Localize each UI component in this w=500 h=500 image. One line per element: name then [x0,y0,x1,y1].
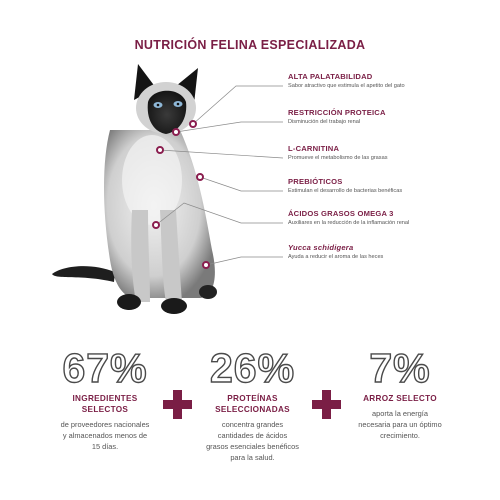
stat-label-line: ARROZ SELECTO [363,394,437,403]
stat-desc-line: necesaria para un óptimo [358,420,442,429]
feature-title: L-CARNITINA [288,144,340,153]
stat-desc-line: para la salud. [230,453,275,462]
siamese-cat-image [40,60,240,320]
stat-desc-line: crecimiento. [380,431,420,440]
stat-label-line: SELECTOS [81,405,129,414]
feature-title: ÁCIDOS GRASOS OMEGA 3 [288,209,394,218]
stat-value: 26% [209,345,296,391]
feature-l-carnitina [288,144,388,162]
stat-desc [340,408,460,441]
stat-ingredientes-selectos [45,346,165,452]
stat-proteinas-seleccionadas [190,346,315,463]
stat-desc [190,419,315,463]
stat-desc-line: 15 días. [91,442,119,451]
stat-desc-line: concentra grandes [221,420,284,429]
stat-label-line: INGREDIENTES [72,394,138,403]
stat-label-line: SELECCIONADAS [215,405,290,414]
stat-arroz-selecto [340,346,460,441]
feature-restriccion-proteica [288,108,386,126]
plus-icon [163,390,192,419]
stat-label [190,393,315,415]
feature-yucca-schidigera [288,243,383,261]
plus-icon [312,390,341,419]
stat-desc-line: y almacenados menos de [62,431,148,440]
feature-desc: Ayuda a reducir el aroma de las heces [288,254,384,260]
stat-desc [45,419,165,452]
feature-alta-palatabilidad [288,72,405,90]
page-title: NUTRICIÓN FELINA ESPECIALIZADA [134,38,366,52]
feature-title: RESTRICCIÓN PROTEICA [288,108,386,117]
feature-desc: Promueve el metabolismo de las grasas [288,155,388,161]
stat-value: 67% [62,345,148,391]
feature-desc: Disminución del trabajo renal [288,119,361,125]
feature-title: PREBIÓTICOS [288,177,343,186]
feature-title: Yucca schidigera [288,243,354,252]
stat-label [45,393,165,415]
stat-value: 7% [369,345,431,391]
feature-acidos-grasos-omega-3 [288,209,409,227]
stat-desc-line: grasos esenciales benéficos [206,442,299,451]
feature-desc: Auxiliares en la reducción de la inflamación renal [288,220,410,226]
feature-prebioticos [288,177,402,195]
stat-label-line: PROTEÍNAS [227,394,278,403]
stat-label [340,393,460,404]
stat-desc-line: de proveedores nacionales [60,420,150,429]
feature-desc: Estimulan el desarrollo de bacterias benéficas [288,188,403,194]
feature-desc: Sabor atractivo que estimula el apetito del gato [288,83,405,89]
stat-desc-line: cantidades de ácidos [217,431,288,440]
feature-title: ALTA PALATABILIDAD [288,72,373,81]
stat-desc-line: aporta la energía [372,409,428,418]
